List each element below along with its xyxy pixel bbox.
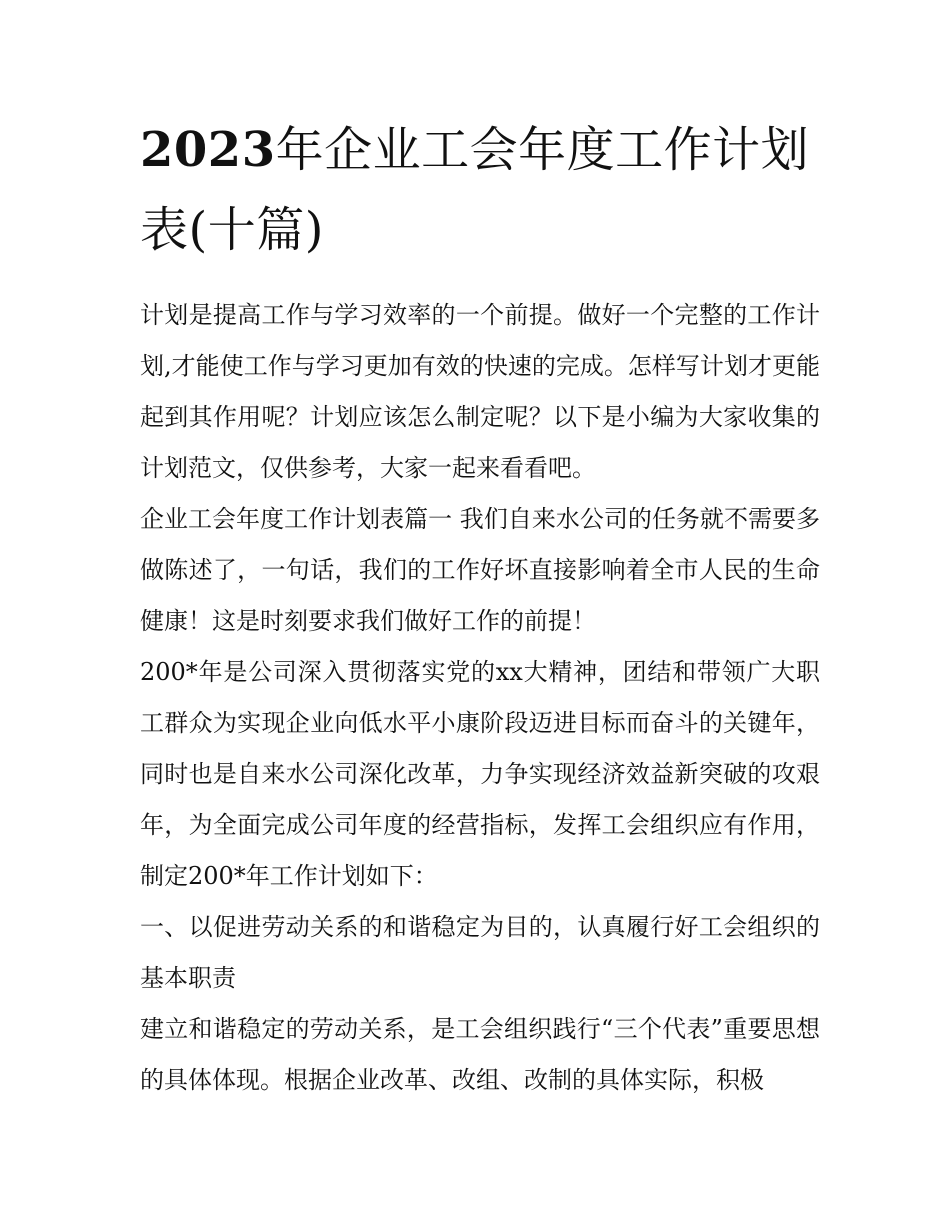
document-page [140,110,820,1106]
paragraph-intro: 计划是提高工作与学习效率的一个前提。做好一个完整的工作计划,才能使工作与学习更加有效的快速的完成。怎样写计划才更能起到其作用呢？计划应该怎么制定呢？以下是小编为大家收集的计划范文，仅供参考，大家一起来看看吧。 [140,301,820,482]
title-year: 2023 [140,122,276,178]
paragraph-labor-relations: 建立和谐稳定的劳动关系，是工会组织践行“三个代表”重要思想的具体体现。根据企业改革、改组、改制的具体实际，积极 [140,1015,820,1094]
document-title [140,110,820,270]
paragraph-year-plan: 200*年是公司深入贯彻落实党的xx大精神，团结和带领广大职工群众为实现企业向低水平小康阶段迈进目标而奋斗的关键年，同时也是自来水公司深化改革，力争实现经济效益新突破的攻艰年，为全面完成公司年度的经营指标，发挥工会组织应有作用，制定200*年工作计划如下： [140,658,820,890]
section-heading-one: 一、以促进劳动关系的和谐稳定为目的，认真履行好工会组织的基本职责 [140,913,820,992]
title-text: 年企业工会年度工作计划表(十篇) [140,122,810,258]
paragraph-section-one-intro: 企业工会年度工作计划表篇一 我们自来水公司的任务就不需要多做陈述了，一句话，我们的工作好坏直接影响着全市人民的生命健康！这是时刻要求我们做好工作的前提！ [140,505,820,635]
